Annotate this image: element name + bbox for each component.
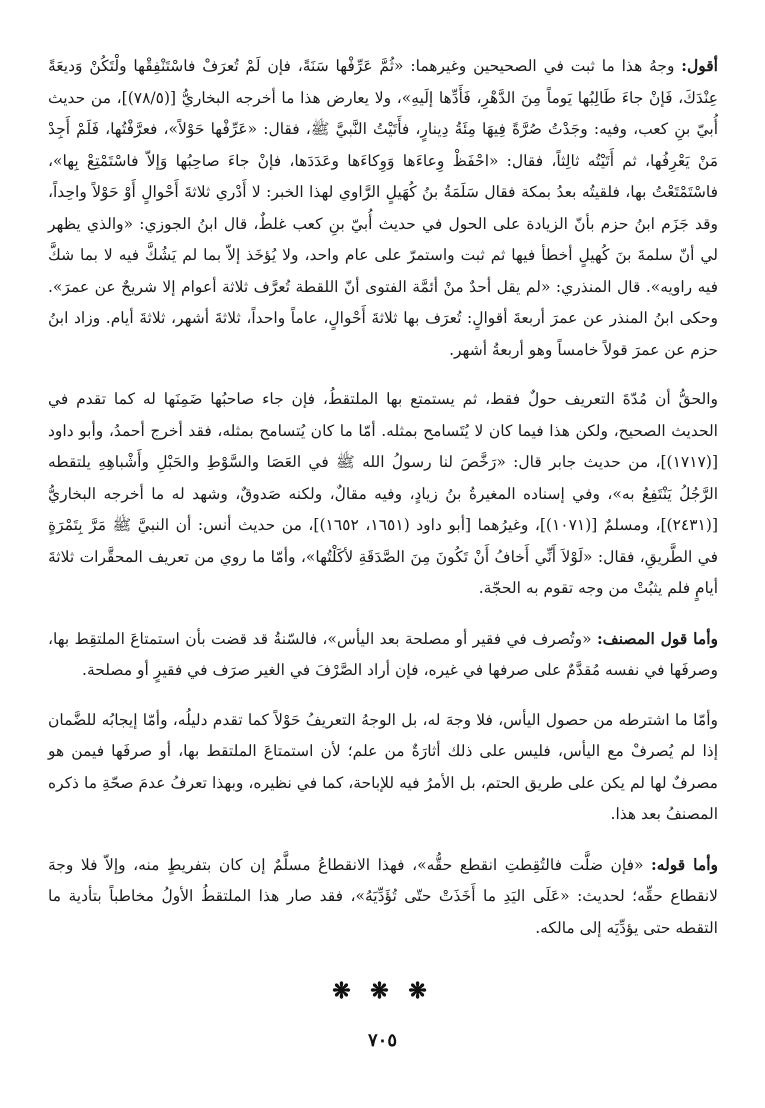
- section-end-ornament: ❋ ❋ ❋: [332, 978, 433, 1004]
- paragraph-2-text: والحقُّ أن مُدّةَ التعريف حولٌ فقط، ثم يستمتع بها الملتقطُ، فإن جاء صاحبُها ضَمِنَها له كما تقدم في الحديث الصحيح، ولكن هذا فيما كان لا يُتَسامح بمثله. أمّا ما كان يُتسامح بمثله، فقد أخرج أحمدُ، وأبو داود [(١٧١٧)]، من حديث جابر قال: «رَخَّصَ لنا رسولُ الله ﷺ في العَصَا والسَّوْطِ والحَبْلِ وأَشْباهِهِ يلتقطه الرَّجُلُ يَنْتَفِعُ به»، وفي إسناده المغيرةُ بنُ زيادٍ، وفيه مقالٌ، ولكنه صَدوقٌ، وشهد له ما أخرجه البخاريُّ [(٢٤٣١)]، ومسلمٌ [(١٠٧١)]، وغيرُهما [أبو داود (١٦٥١، ١٦٥٢)]، من حديث أنس: أن النبيَّ ﷺ مَرَّ بِتَمْرَةٍ في الطَّريقِ، فقال: «لَوْلاَ أَنِّي أَخافُ أَنْ تَكُونَ مِنَ الصَّدَقَةِ لأكَلْتُها»، وأمّا ما روي من تعريف المحقَّرات ثلاثةَ أيامٍ فلم يثبُتْ من وجه تقوم به الحجّة.: [48, 390, 718, 597]
- paragraph-5: [48, 849, 718, 945]
- paragraph-4-text: وأمّا ما اشترطه من حصول اليأس، فلا وجهَ له، بل الوجهُ التعريفُ حَوْلاً كما تقدم دليلُه، وأمّا إيجابُه للضَّمان إذا لم يُصرفْ مع اليأس، فليس على ذلك أثارَةٌ من علم؛ لأن استمتاعَ الملتقط بها، أو صرفَها فيمن هو مصرفٌ لها لم يكن على طريق الحتم، بل الأمرُ فيه للإباحة، كما في نظيره، وبهذا تعرفُ عدمَ صحّةِ ما ذكره المصنفُ بعد هذا.: [48, 710, 718, 823]
- paragraph-3: [48, 623, 718, 687]
- paragraph-5-text: «فإن ضلَّت فالتُقِطتِ انقطع حقُّه»، فهذا الانقطاعُ مسلَّمٌ إن كان بتفريطٍ منه، وإلاّ فلا وجهَ لانقطاع حقِّه؛ لحديث: «عَلَى اليَدِ ما أَخَذَتْ حتّى تُؤَدِّيَهُ»، فقد صار هذا الملتقطُ الأولُ مخاطباً بتأدية ما التقطه حتى يؤدِّيَه إلى مالكه.: [48, 855, 718, 937]
- paragraph-gap: [48, 376, 718, 384]
- paragraph-3-text: «وتُصرف في فقير أو مصلحة بعد اليأس»، فالسّنةُ قد قضت بأن استمتاعَ الملتقِط بها، وصرفَها في نفسه مُقدَّمٌ على صرفها في غيره، فإن أراد الصَّرْفَ في الغير صرَف في فقيرٍ أو مصلحة.: [48, 629, 718, 679]
- paragraph-gap: [48, 615, 718, 623]
- page-body: [48, 50, 718, 954]
- paragraph-5-lead: وأما قوله:: [651, 854, 718, 874]
- paragraph-gap: [48, 697, 718, 705]
- paragraph-1-lead: أقول:: [681, 56, 718, 75]
- page-number: ٧٠٥: [367, 1030, 397, 1051]
- paragraph-2: [48, 384, 718, 605]
- paragraph-4: [48, 705, 718, 831]
- paragraph-gap: [48, 841, 718, 849]
- paragraph-3-lead: وأما قول المصنف:: [596, 628, 718, 648]
- paragraph-1: [48, 50, 718, 366]
- paragraph-1-text: وجهُ هذا ما ثبت في الصحيحين وغيرهما: «ثُمَّ عَرِّفْها سَنَةً، فإن لَمْ تُعرَفْ فاسْتَنْفِقْها ولْتَكُنْ وَديعَةً عِنْدَكَ، فَإنْ جاءَ طَالِبُها يَوماً مِنَ الدَّهْرِ، فَأَدِّها إلَيهِ»، ولا يعارض هذا ما أخرجه البخاريُّ [(٧٨/٥)]، من حديث أُبيّ بنِ كعب، وفيه: وجَدْتُ صُرَّةً فِيهَا مِئَةُ دِينارٍ، فأَتَيْتُ النَّبيَّ ﷺ، فقال: «عَرِّفْها حَوْلاً»، فعرَّفْتُها، فَلَمْ أَجِدْ مَنْ يَعْرِفُها، ثم أَتَيْتُه ثالِثاً، فقال: «احْفَظْ وِعاءَها وَوِكاءَها وعَدَدَها، فإنْ جاءَ صاحِبُها وَإلاّ فاسْتَمْتِعْ بِها»، فاسْتَمْتَعْتُ بها، فلقيتُه بعدُ بمكة فقال سَلَمَةُ بنُ كُهَيلٍ الرَّاوي لهذا الخبر: لا أَدْري ثلاثةَ أَحْوالٍ أَوْ حَوْلاً واحِداً، وقد جَزَم ابنُ حزم بأنّ الزيادة على الحول في حديث أُبيّ بنِ كعب غلطٌ، قال ابنُ الجوزي: «والذي يظهر لي أنّ سلمةَ بنَ كُهيلٍ أخطأ فيها ثم ثبت واستمرّ على عام واحد، ولا يُؤخَذ إلاّ بما لم يَشُكَّ فيه لا بما شكَّ فيه راويه». قال المنذري: «لم يقل أحدٌ منْ أئمَّة الفتوى أنّ اللقطة تُعرَّف ثلاثة أعوام إلا شريحٌ عن عمرَ». وحكى ابنُ المنذر عن عمرَ أربعةَ أقوالٍ: تُعرَف بها ثلاثةَ أَحْوالٍ، عاماً واحداً، ثلاثةَ أشهر، ثلاثةَ أيام. وزاد ابنُ حزم عن عمرَ قولاً خامساً وهو أربعةُ أشهر.: [48, 57, 718, 359]
